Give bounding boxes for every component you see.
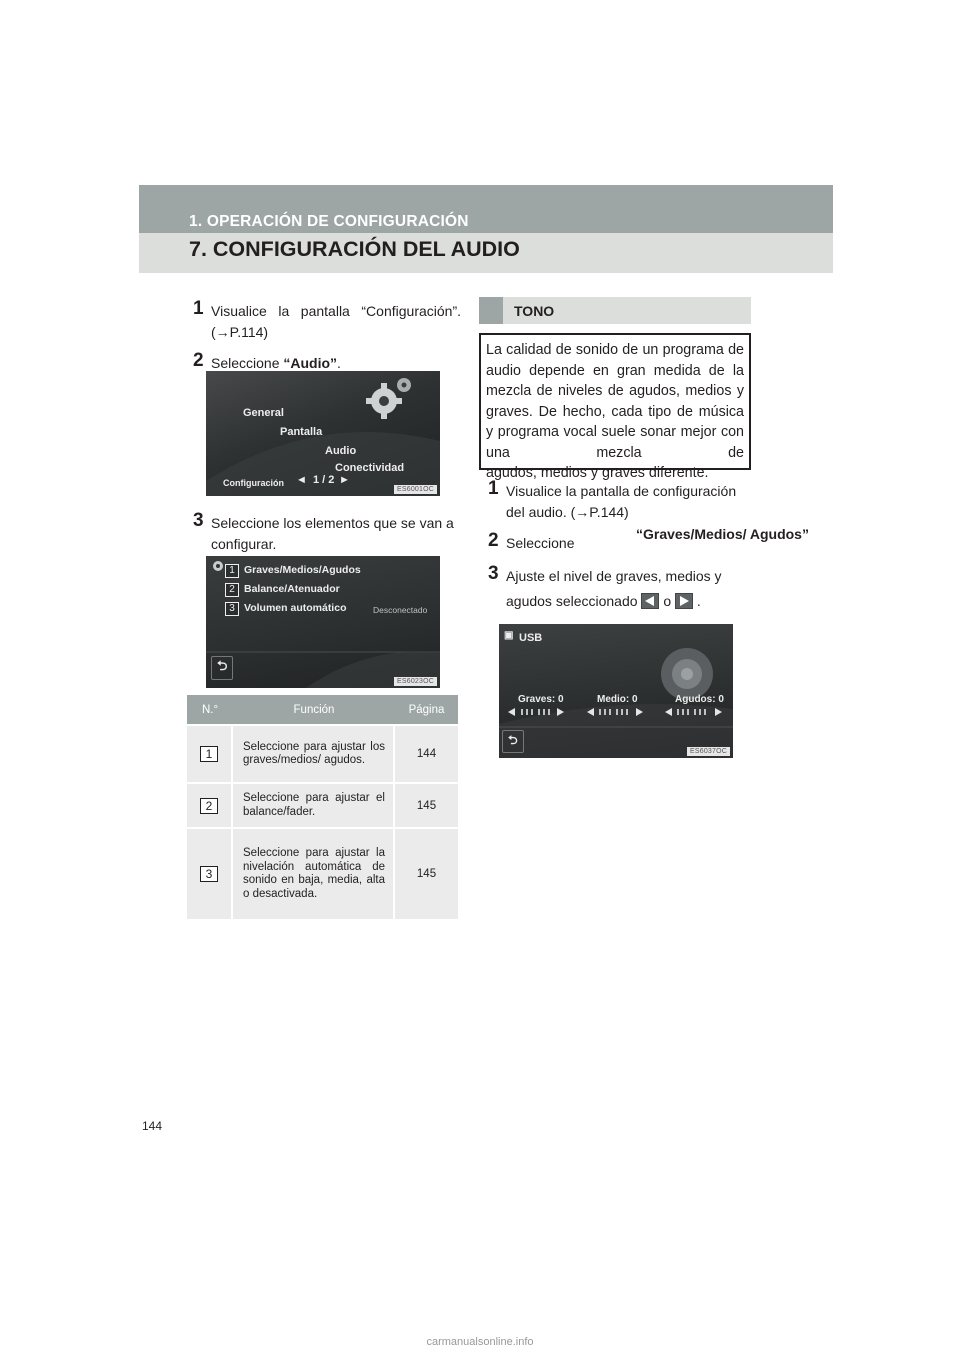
image-code: ES6023OC: [394, 677, 437, 686]
step-text: Seleccione: [506, 535, 575, 551]
screenshot-tone-settings: [499, 624, 733, 758]
row-num-cell: [187, 724, 233, 782]
function-table: [187, 695, 458, 919]
pager-text: 1 / 2: [313, 474, 335, 486]
pager-right-icon: ►: [339, 474, 350, 486]
row-number: 1: [200, 746, 218, 762]
section-title: 1. OPERACIÓN DE CONFIGURACIÓN: [189, 213, 469, 230]
back-icon: ⮌: [211, 656, 233, 680]
row-page: 145: [395, 782, 458, 827]
step-3: [183, 510, 461, 555]
row-number: 2: [200, 798, 218, 814]
step-text: Seleccione los elementos que se van a configurar.: [211, 515, 454, 552]
menu-item-general: General: [243, 407, 284, 419]
col-header-num: N.°: [187, 695, 233, 724]
tono-info-box: [479, 333, 751, 481]
step-text: Visualice la pantalla de configuración del audio. (→P.144): [506, 483, 737, 520]
step-number: 2: [193, 350, 204, 371]
source-label: USB: [519, 632, 543, 644]
page-title: 7. CONFIGURACIÓN DEL AUDIO: [189, 237, 520, 261]
site-watermark: carmanualsonline.info: [426, 1336, 534, 1348]
step-number: 3: [488, 563, 499, 584]
tono-title: TONO: [514, 303, 555, 319]
section-bar: [139, 185, 833, 233]
option-volumen-automatico: Volumen automático: [244, 602, 347, 614]
menu-item-pantalla: Pantalla: [280, 426, 323, 438]
row-func: Seleccione para ajustar la nivelación automática de sonido en baja, media, alta o desactivada.: [233, 827, 395, 919]
step-text: .: [696, 593, 701, 609]
tono-heading: [479, 297, 751, 324]
step-highlight: “Graves/Medios/ Agudos”: [636, 526, 809, 542]
step-text: Ajuste el nivel de graves, medios y agudos seleccionado: [506, 568, 722, 609]
step-number: 1: [193, 298, 204, 319]
step-number: 3: [193, 510, 204, 531]
left-column: [183, 298, 461, 374]
left-arrow-button-icon: [641, 593, 659, 609]
right-column: [478, 478, 753, 614]
image-code: ES6037OC: [687, 747, 730, 756]
row-number: 3: [200, 866, 218, 882]
table-row: [187, 827, 458, 919]
screenshot-settings-menu: [206, 371, 440, 496]
usb-icon: ▣: [504, 630, 514, 641]
graves-label: Graves: 0: [518, 694, 564, 705]
table-row: [187, 782, 458, 827]
col-header-page: Página: [395, 695, 458, 724]
step-text: Visualice la pantalla “Configuración”. (→P.114): [211, 303, 461, 340]
left-step-3-wrap: [183, 510, 461, 555]
pager-left-icon: ◄: [296, 474, 307, 486]
col-header-func: Función: [233, 695, 395, 724]
medio-label: Medio: 0: [597, 694, 638, 705]
step-text: o: [659, 593, 676, 609]
speaker-icon: [499, 624, 733, 758]
tono-text: La calidad de sonido de un programa de audio depende en gran medida de la mezcla de niveles de agudos, medios y graves. De hecho, cada tipo de música y programa vocal suele sonar mejor con una mezcla de: [486, 342, 744, 461]
row-number: 3: [225, 602, 239, 616]
screenshot-audio-options: [206, 556, 440, 688]
step-number: 2: [488, 530, 499, 551]
image-code: ES6001OC: [394, 485, 437, 494]
step-1: [183, 298, 461, 343]
heading-accent: [479, 297, 503, 324]
status-value: Desconectado: [373, 605, 428, 615]
page-number: 144: [142, 1119, 163, 1133]
menu-item-audio: Audio: [325, 445, 357, 457]
row-func: Seleccione para ajustar los graves/medios/ agudos.: [233, 724, 395, 782]
right-arrow-button-icon: [675, 593, 693, 609]
row-func: Seleccione para ajustar el balance/fader.: [233, 782, 395, 827]
tono-text-last: agudos, medios y graves diferente.: [486, 465, 709, 481]
step-3: [478, 564, 753, 614]
chapter-header: [139, 185, 833, 273]
step-text: .: [337, 355, 341, 371]
menu-item-conectividad: Conectividad: [335, 462, 405, 474]
row-num-cell: [187, 827, 233, 919]
row-num-cell: [187, 782, 233, 827]
step-text: Seleccione: [211, 355, 284, 371]
option-balance-atenuador: Balance/Atenuador: [244, 583, 340, 595]
row-number: 2: [225, 583, 239, 597]
agudos-label: Agudos: 0: [675, 694, 724, 705]
row-page: 145: [395, 827, 458, 919]
back-icon: ⮌: [502, 730, 524, 753]
step-highlight: “Audio”: [283, 355, 338, 371]
title-bar: [139, 233, 833, 273]
step-1: [478, 478, 753, 523]
option-graves-medios-agudos: Graves/Medios/Agudos: [244, 564, 361, 576]
row-page: 144: [395, 724, 458, 782]
row-number: 1: [225, 564, 239, 578]
table-row: [187, 724, 458, 782]
footer-label: Configuración: [223, 478, 284, 488]
step-number: 1: [488, 478, 499, 499]
